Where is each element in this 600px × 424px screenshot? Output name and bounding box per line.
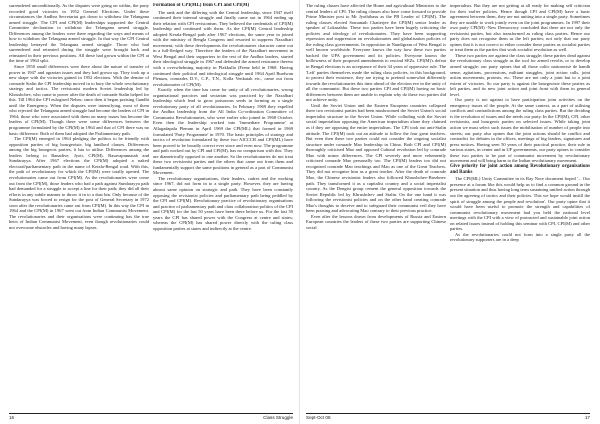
paragraph: The ruling classes have affected the Home and agricultural Ministries to the central leaders of CPI. The ruling classes also have come forward to provide Prime Minister post to Mr Jyothibasu as the PB Leader of CPI(M). The ruling classes elected Somanath Chatterjee the CPI(M) senior leader as speaker of Lokasabha. These two parties have been hugely criticizing the policies and ideology of revolutionaries. They have been supporting repression and suppression on revolutionaries and globalisation policies of the ruling class governments. In opposition in Nandigram of West Bengal is well known worldwide. Everyone knows the way how these two parties backed the UPA government and its policies. Everyone knows the hollowness of their proposed amendments to rescind SEZs. CPI(M)'s defeat in Bengal elections is an acceptance of their 34 years of oppressive rule. The 'Left' parties themselves made the ruling class policies, in this background, to protect their existence, they are trying to pretend somewhat differently towards the revolutionaries this time ahead of the election eve in the unity of all the communist. But these two parties CPI and CPI(M) having no basic differences between them are unable to explain why do these two parties did not achieve unity.	[306, 3, 446, 103]
left-page-column-1	[9, 3, 149, 411]
section-heading: Give priority for joint action among Revolutionary organisations and Ranks	[450, 163, 590, 175]
paragraph: As the revolutionaries could not form into a single party all the revolutionary supporters are in a deep	[450, 231, 590, 243]
right-page-footer	[306, 413, 590, 421]
right-page-column-2	[450, 3, 590, 411]
paragraph: The CPI(M) emerged in 1964 pledging the politics to be friendly with opposition parties of big bourgeoisie, big landlord classes. Differences among the big bourgeois parties, it has to utilise. Differences among the leaders belong to Ranadive, Jyoti, CPI(M), Basavapunnaiah and Sundarayya. After 1967 elections the CPI(M) adopted a naked electoral/parliamentary path in the name of Kerala-Bengal road. With this, the path of revolutionary for which the CPI(M) were totally opened. The revolutionaries came out from CPI(M). As the revolutionaries were come out from the CPI(M), those leaders who had a path against Sundarayya path had demanded for a struggle to accept a line for their path; they did all their efforts in any subtle manner to throw it in to a dust bin. Only because of the Sundarayya was forced to resign for the post of General Secretary in 1972 soon after the revolutionaries came out from CPI(M). In this way the CPI in 1964 and the CPI(M) in 1967 went out from Indian Communist Movement. The revolutionaries and their organisations were continuing has the true heirs of Indian Communist Movement, even though revolutionaries could not overcome obstacles and having many lapses.	[9, 136, 149, 230]
page-number: 16	[9, 415, 15, 420]
right-page-column-1	[306, 3, 446, 411]
paragraph: The rank and the differing with the Central leadership, since 1947 itself continued their internal struggle and finally came out in 1964 ending up their relation with CPI revisionism. They believed the credentials of CPI(M) leadership and continued with them. As the CPI(M) Central leadership adopted Kerala-Bengal path after 1967 elections, the same year in joined with the ministry of Bengla Congress and resorted to suppress Naxalbari movement; with these developments the revolutionaries character came out in a full-fledged way. Therefore the leaders of the Naxalbari movement in West Bengal and their supporters in the rest of the Andhra leaders, started their ideological struggle in 1967 and defended the armed resistance thereto with a overwhelming majority in Plakkulla (Frenz held in 1968. Having continued their political and ideological struggle until 1964 April Burdwan Plenum, comrades D.V., C.P., T.N., Kolla Venkaiah etc., came out from revolutionaries of CPI(M).	[153, 9, 293, 87]
section-heading: Formation of CPI(ML) from CPI and CPI(M)	[153, 3, 250, 8]
paragraph: Until the Soviet Union and the Eastern European countries collapsed there two revisionist parties had been mushroomed the Soviet Union's social imperialist structure in the Soviet Union. While colluding with the Soviet social imperialism opposing the American imperialism alone they claimed as if they are opposing the entire imperialism. The CPI took out anti-Stalin attitude. The CPI(M) took out an attitude to follow the four great teachers. But even then these two parties could not consider the ongoing socialist structure under comrade Mao leadership in China. Both CPI and CPI(M) thoroughly criticised Mao and opposed Cultural revolution led by comrade Mao with minor differences. The CPI severely and more vehemently criticized comrade Mao personally too. The CPI(M) leaders too did not recognised comrade Mao teachings and Mao as one of the Great Teachers. They did not recognise him as a great teacher. After the death of comrade Mao, the Chinese revisionist leaders also followed Khrushchev-Brezhnev path. They transformed it as a capitalist country and a social imperialist country. As the Dengist group cement the general opposition towards the Soviet Republic led by Khrushchev and Stalin. On the one hand it was following the revisionist policies and on the other hand creating comrade Mao's thoughts to deceive and to safeguard their communist veil they have been praising and advocating Mao contrary to their previous practice.	[306, 102, 446, 214]
paragraph: Since 1950 small differences were there about the nature of transfer of power in 1947 and agrarian issues and they had grown up. They took up a new shape with the victories gained in 1952 elections. With the demise of comrade Stalin the CPI leadership moved in to bury the whole revolutionary strategy and tactics. The revisionist modern Soviet leadership led by Khrushchev, who came to power after the death of comrade Stalin helped for this. Till 1964 the CPI eulogised Nehru; since then it began praising Gandhi until the Emergency. When the disputes were intensifying, most of them who rejected the Telangana armed struggle had become the leaders of CPI in 1964; those who were associated with them on many issues has become the leaders of CPI(M). Though there were some differences between the programme formulated by the CPI(M) in 1964 and that of CPI there was no basic difference. Both of them had adopted the Parliamentary path.	[9, 64, 149, 136]
paragraph: The revolutionary organisations, their leaders, cadres and the working since 1967, did not form in to a single party. However, they are having almost same opinion on strategic and path. They have been constantly opposing the revisionist policies and parliamentary path being peddled by the CPI and CPI(M). Revolutionary practice of revolutionary organisations and practice of parliamentary path and class collaboration politics of the CPI and CPI(M) for the last 50 years have been there before us. For the last 50 years the CPI has shared power with the Congress at centre and states; whereas the CPI(M) has shared power directly with the ruling class opposition parties at states and indirectly at the centre.	[153, 175, 293, 231]
page-number: 17	[584, 415, 590, 420]
left-page-footer	[9, 413, 293, 421]
right-page	[300, 0, 600, 424]
paragraph: Our party is not against to have participation joint activities on the emergency issues of the people. At the same context, as a part of utilising conflicts and contradictions among the ruling class parties. But the deciding is the revolution of issues and the needs our party. In the CPI(M), CPI, other revisionist, and bourgeois parties on selected issues. While taking joint action we must select such issues the mobilisation of number of people into streets; our party also opines that the joint actions should be conflict and contradict for debates in the offices, meetings of big leaders, signatures and press notices. Having seen 50 years of their practical practice, their rule in various states, in center and in UF governments, our party opines to consider these two parties to be part of communist movement by revolutionary movement and will bring harm to the Indian revolutionary movement.	[450, 97, 590, 164]
paragraph: surrendered unconditionally. As the disputes were going on within, the party recorded good victories in 1952 General Elections. Under these circumstances the Andhra Secretariat got down to withdraw the Telangana armed struggle. The CPI and CPI(M) leaderships supported the Central Committee declaration to withdraw the Telangana armed struggle. Differences among the leaders were there regarding the ways and means of how to withdraw the Telangana armed struggle. In that way the CPI Central leadership betrayed the Telangana armed struggle. Those who had surrendered and retreated during the struggle were brought back and reinstated in their previous positions. All these had grown within the CPI at the time of 1964 split.	[9, 3, 149, 64]
issue-date: Sept-Oct 08	[306, 415, 331, 420]
paragraph: Exactly when the time has come for unity of all revolutionaries, wrong organisational practices and sectarian was practiced by the Naxalbari leadership which lead to grow poisonous seeds in forming as a single revolutionary party of all revolutionaries. In February 1969 they expelled the Andhra leadership from the All India Co-ordination Committee of Communist Revolutionaries, who were earlier who joined in 1968 October. Even then the leadership worked into 'Immediate Programme' at Allagadapala Plenum in April 1969 the CPI(ML) that formed in 1969 formulated 'Party Programme' in 1970. The basic principles of strategy and tactics of revolution formulated by these two AICCCR and CPI(ML) have been proved to be broadly correct ever since and even now. The programme and path worked out by CPI and CPI(M), has no comparison with this. They are diametrically opposed to one another. So the revolutionaries do not treat these two revisionist parties and the others that came out from them and fundamentally support the same positions in general as a part of Communist Movement.	[153, 87, 293, 176]
paragraph: The CPI(ML) Unity Committee in its Ray Nore document hoped '... Our presence at a forum like this would help us to find a common ground in the present situation and thus having long term sustaining unified action through out the agreeing of tactics and their policies. This we hope would instill the spirit of struggle among the people and revolution'. Our party opine that it would have been useful to promote the strength and capabilities of communist revolutionary movement had you held the national level meetings with the CPI with a view of protracted and sustainable joint action on related issues instead of holding this seminar with CPI, CPI(M) and other parties.	[450, 176, 590, 232]
publication-name: Class Struggle	[263, 415, 293, 420]
paragraph: Even after the lessons drawn from developments of Russia and Eastern European countries the leaders of these two parties are supporting Chinese social	[306, 213, 446, 230]
paragraph: imperialists. But they are not getting at all ready for making self criticism for their earlier policies. Hence though CPI and CPI(M) have a basic agreement between them, they are not uniting into a single party. Sometimes they are unable to work jointly even on the joint programmes. In 1997 their own party CPI(M) -New Democracy concluded that there are not only the revisionist parties, but also transformed as ruling class parties. Hence our party does not recognise them as the left parties; not only that our party opines that it is not correct to either consider these parties as socialist parties or treat them as the parties that work socialist revolution as well.	[450, 3, 590, 53]
left-page-column-2	[153, 3, 293, 411]
paragraph: These two parties are against the class struggle; these parties dead against the revolutionary class struggle as the tool for armed revolts, or to develop armed struggle; our party opines that all those cultic nationwise de bandh sense, agitations, processions, militant struggles, joint action calls, joint action movements, protests, etc. These are not only a joint but to a joint extent of victories. So our party is against the bourgeoisie these parties as left parties, and its new joint action and joint front with them in general level.	[450, 52, 590, 97]
